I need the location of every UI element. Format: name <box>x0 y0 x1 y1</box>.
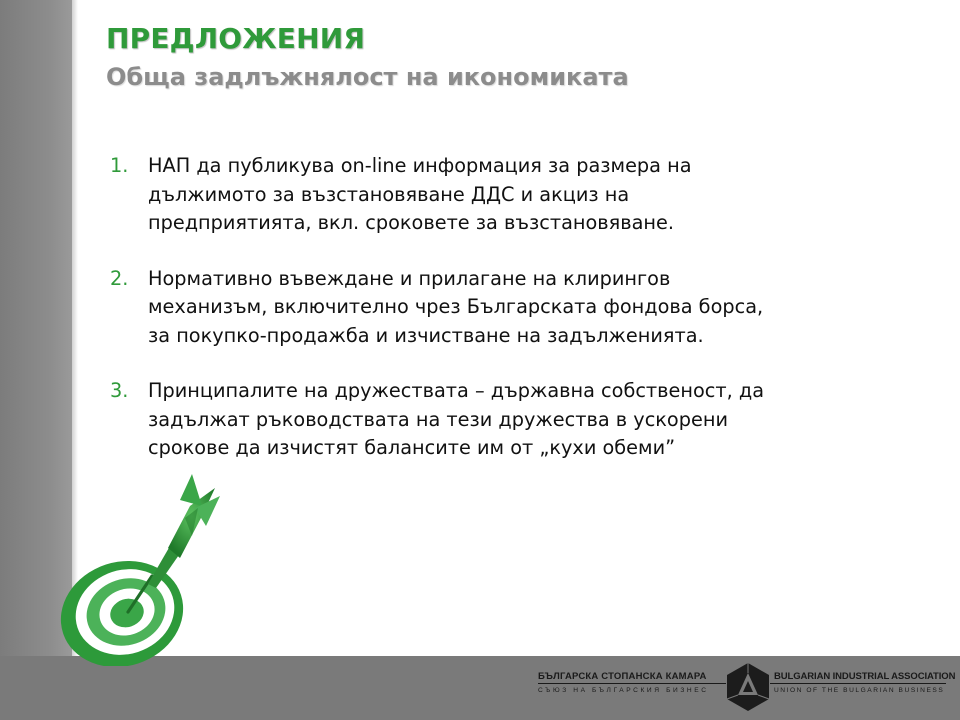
logo-divider <box>770 683 946 684</box>
proposal-number: 3. <box>110 379 129 402</box>
logo-divider <box>538 683 726 684</box>
dart-in-target-icon <box>30 466 230 666</box>
proposal-line: Нормативно въвеждане и прилагане на клирингов <box>148 266 671 290</box>
proposal-line: НАП да публикува on-line информация за размера на <box>148 154 692 177</box>
logo-bulgarian-tagline: СЪЮЗ НА БЪЛГАРСКИЯ БИЗНЕС <box>538 687 709 694</box>
logo-bulgarian-name: БЪЛГАРСКА СТОПАНСКА КАМАРА <box>538 671 707 682</box>
target-board-icon <box>47 545 197 666</box>
slide-title: ПРЕДЛОЖЕНИЯ <box>106 22 366 55</box>
proposal-line: механизъм, включително чрез Българската фондова борса, <box>148 295 764 318</box>
slide-subtitle: Обща задлъжнялост на икономиката <box>106 63 629 91</box>
bia-emblem-icon <box>724 661 772 713</box>
proposal-item <box>110 377 830 463</box>
proposal-number: 1. <box>110 154 129 177</box>
proposal-number: 2. <box>110 266 129 290</box>
proposal-line: дължимото за възстановяване ДДС и акциз на <box>148 182 630 206</box>
proposal-line: срокове да изчистят балансите им от „кухи обеми” <box>148 436 676 459</box>
proposal-line: предприятията, вкл. сроковете за възстановяване. <box>148 211 675 234</box>
proposal-item <box>110 152 830 238</box>
logo-english-name: BULGARIAN INDUSTRIAL ASSOCIATION <box>774 671 956 682</box>
proposal-line: Принципалите на дружествата – държавна собственост, да <box>148 379 765 402</box>
proposal-list <box>110 152 830 490</box>
proposal-line: задължат ръководствата на тези дружества в ускорени <box>148 407 728 431</box>
proposal-line: за покупко-продажба и изчистване на задълженията. <box>148 323 704 347</box>
logo-english-tagline: UNION OF THE BULGARIAN BUSINESS <box>774 687 945 694</box>
proposal-item <box>110 265 830 351</box>
